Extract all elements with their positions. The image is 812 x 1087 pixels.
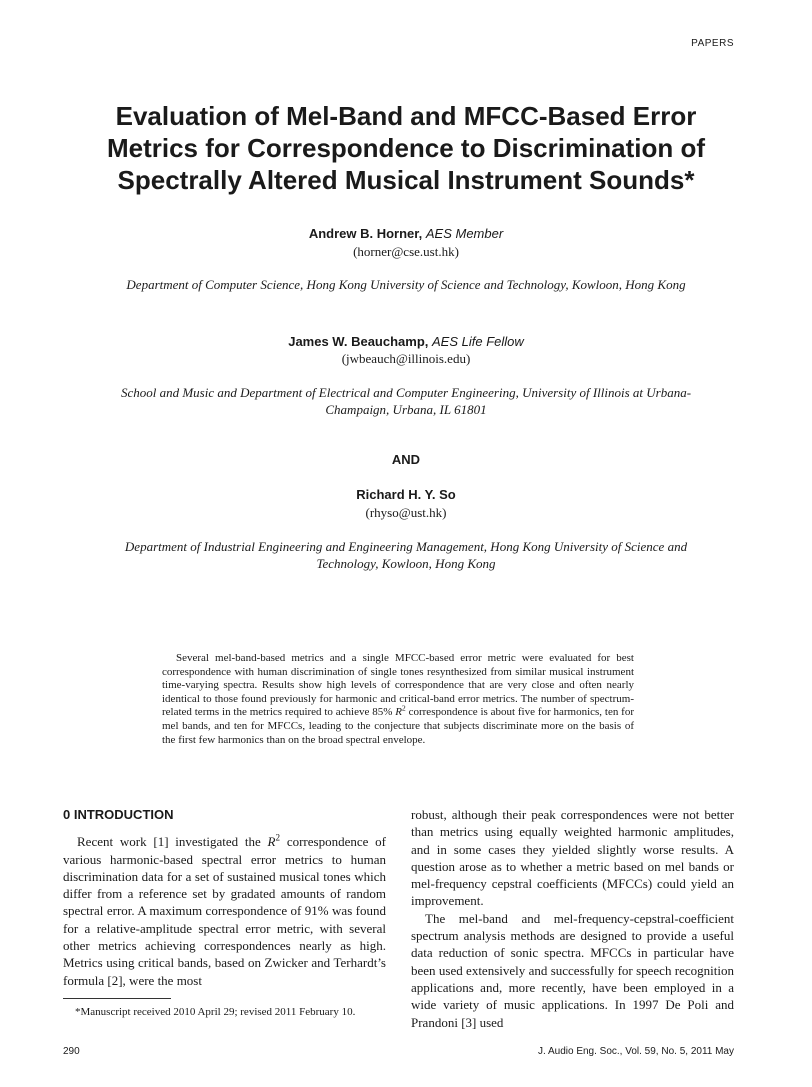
author-name: Richard H. Y. So bbox=[356, 487, 456, 502]
superscript: 2 bbox=[275, 832, 281, 843]
body-text: Recent work [1] investigated the bbox=[77, 834, 268, 850]
footnote: *Manuscript received 2010 April 29; revised 2011 February 10. bbox=[75, 1006, 356, 1018]
author-1 bbox=[40, 226, 772, 241]
right-column bbox=[411, 806, 734, 1031]
author-email: (horner@cse.ust.hk) bbox=[353, 244, 459, 259]
author-name: Andrew B. Horner, bbox=[308, 226, 423, 241]
section-tag: PAPERS bbox=[691, 38, 734, 49]
author-membership: AES Life Fellow bbox=[432, 334, 524, 349]
r-symbol: R bbox=[267, 834, 276, 850]
author-affiliation bbox=[40, 538, 772, 572]
title-line: Metrics for Correspondence to Discrimination of bbox=[106, 133, 706, 163]
journal-reference: J. Audio Eng. Soc., Vol. 59, No. 5, 2011 May bbox=[537, 1046, 734, 1057]
affiliation-line: Department of Industrial Engineering and Engineering Management, Hong Kong University of Science and bbox=[124, 539, 688, 554]
author-2 bbox=[40, 334, 772, 349]
author-name: James W. Beauchamp, bbox=[288, 334, 429, 349]
paper-title bbox=[40, 100, 772, 196]
body-paragraph: The mel-band and mel-frequency-cepstral-coefficient spectrum analysis methods are designed to provide a useful data reduction of sonic spectra. MFCCs in particular have been used extensively and successfully for speech recognition applications and, more recently, have been employed in a wide variety of music applications. In 1997 De Poli and Prandoni [3] used bbox=[411, 910, 734, 1030]
author-membership: AES Member bbox=[425, 226, 504, 241]
title-line: Evaluation of Mel-Band and MFCC-Based Error bbox=[115, 101, 697, 131]
title-line: Spectrally Altered Musical Instrument Sounds* bbox=[117, 165, 695, 195]
abstract-text: Several mel-band-based metrics and a single MFCC-based error metric were evaluated for best correspondence with human discrimination of single tones resynthesized from similar musical instrument time-varying spectra. Results show high levels of correspondence that are very close and often nearly identical to those found previously for harmonic and critical-band error metrics. The number of spectrum-related terms in the metrics required to achieve 85% bbox=[162, 652, 634, 719]
body-text: correspondence of various harmonic-based spectral error metrics to human discrimination data for a set of sustained musical tones which differ from a reference set by gradated amounts of random spectral error. A maximum correspondence of 91% was found for a relative-amplitude spectral error metric, with several other metrics achieving correspondences nearly as high. Metrics using critical bands, based on Zwicker and Terhardt’s formula [2], were the most bbox=[63, 834, 386, 988]
body-paragraph: robust, although their peak correspondences were not better than metrics using equally weighted harmonic amplitudes, and in some cases they yielded slightly worse results. A question arose as to whether a metric based on mel bands or mel-frequency cepstral coefficients (MFCCs) could yield an improvement. bbox=[411, 807, 734, 909]
body-paragraph bbox=[63, 833, 386, 989]
author-affiliation: Department of Computer Science, Hong Kong University of Science and Technology, Kowloon, Hong Kong bbox=[126, 277, 686, 292]
author-email: (rhyso@ust.hk) bbox=[365, 505, 447, 520]
footnote-divider bbox=[63, 998, 171, 999]
affiliation-line: Technology, Kowloon, Hong Kong bbox=[316, 556, 496, 571]
abstract-text: correspondence is about five for harmonics, ten for mel bands, and ten for MFCCs, leading to the conjecture that subjects discriminate more on the basis of the first few harmonics than on the broad spectral envelope. bbox=[162, 706, 634, 746]
abstract-paragraph bbox=[162, 652, 634, 747]
page-number: 290 bbox=[63, 1046, 80, 1057]
author-affiliation bbox=[40, 384, 772, 418]
affiliation-line: Champaign, Urbana, IL 61801 bbox=[325, 402, 487, 417]
affiliation-line: School and Music and Department of Electrical and Computer Engineering, University of Illinois at Urbana- bbox=[120, 385, 692, 400]
left-column bbox=[63, 806, 386, 989]
section-heading: 0 INTRODUCTION bbox=[63, 807, 174, 822]
abstract bbox=[162, 652, 634, 747]
author-3 bbox=[40, 487, 772, 502]
and-separator: AND bbox=[391, 452, 421, 467]
superscript: 2 bbox=[401, 703, 406, 713]
r-symbol: R bbox=[395, 706, 402, 719]
author-email: (jwbeauch@illinois.edu) bbox=[341, 351, 471, 366]
